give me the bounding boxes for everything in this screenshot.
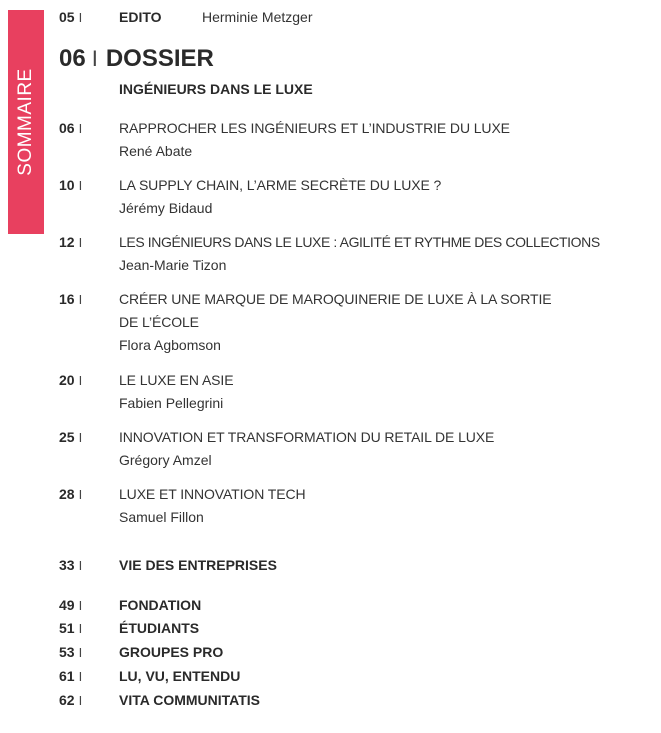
article-page-number: 28 I bbox=[59, 486, 83, 502]
article-page-number: 20 I bbox=[59, 372, 83, 388]
article-page-number: 06 I bbox=[59, 120, 83, 136]
edito-label: EDITO bbox=[119, 9, 162, 25]
section-vie-des-entreprises[interactable]: VIE DES ENTREPRISES bbox=[119, 557, 277, 573]
section-page-number: 51 I bbox=[59, 620, 83, 636]
article-author: René Abate bbox=[119, 143, 193, 159]
section-groupes-pro[interactable]: GROUPES PRO bbox=[119, 644, 224, 660]
section-page-number: 33 I bbox=[59, 557, 83, 573]
article-title-continued[interactable]: DE L’ÉCOLE bbox=[119, 314, 199, 330]
section-page-number: 53 I bbox=[59, 644, 83, 660]
article-title[interactable]: LUXE ET INNOVATION TECH bbox=[119, 486, 306, 502]
dossier-page: 06 bbox=[59, 45, 86, 72]
edito-author: Herminie Metzger bbox=[202, 9, 313, 25]
article-page-number: 25 I bbox=[59, 429, 83, 445]
article-title[interactable]: LA SUPPLY CHAIN, L’ARME SECRÈTE DU LUXE ? bbox=[119, 177, 442, 193]
article-title[interactable]: RAPPROCHER LES INGÉNIEURS ET L’INDUSTRIE DU LUXE bbox=[119, 120, 510, 136]
article-author: Fabien Pellegrini bbox=[119, 395, 224, 411]
article-author: Samuel Fillon bbox=[119, 509, 204, 525]
dossier-heading[interactable] bbox=[59, 45, 214, 73]
section-page-number: 61 I bbox=[59, 668, 83, 684]
section-etudiants[interactable]: ÉTUDIANTS bbox=[119, 620, 200, 636]
article-author: Grégory Amzel bbox=[119, 452, 212, 468]
article-title[interactable]: LE LUXE EN ASIE bbox=[119, 372, 234, 388]
edito-page: 05 bbox=[59, 9, 75, 25]
section-page-number: 62 I bbox=[59, 692, 83, 708]
article-title[interactable]: CRÉER UNE MARQUE DE MAROQUINERIE DE LUXE À LA SORTIE bbox=[119, 291, 552, 307]
edito-row[interactable] bbox=[59, 9, 82, 27]
sommaire-tab bbox=[8, 10, 44, 234]
section-page-number: 49 I bbox=[59, 597, 83, 613]
article-author: Flora Agbomson bbox=[119, 337, 221, 353]
article-title[interactable]: INNOVATION ET TRANSFORMATION DU RETAIL DE LUXE bbox=[119, 429, 495, 445]
sommaire-label: SOMMAIRE bbox=[15, 68, 36, 176]
section-fondation[interactable]: FONDATION bbox=[119, 597, 202, 613]
section-lu-vu-entendu[interactable]: LU, VU, ENTENDU bbox=[119, 668, 241, 684]
edito-sep: I bbox=[78, 10, 83, 25]
article-page-number: 10 I bbox=[59, 177, 83, 193]
article-author: Jean-Marie Tizon bbox=[119, 257, 227, 273]
dossier-sep: I bbox=[91, 46, 98, 71]
article-title[interactable]: LES INGÉNIEURS DANS LE LUXE : AGILITÉ ET RYTHME DES COLLECTIONS bbox=[119, 234, 600, 250]
article-page-number: 12 I bbox=[59, 234, 83, 250]
article-author: Jérémy Bidaud bbox=[119, 200, 213, 216]
article-page-number: 16 I bbox=[59, 291, 83, 307]
dossier-subtitle: INGÉNIEURS DANS LE LUXE bbox=[119, 81, 313, 97]
section-vita-communitatis[interactable]: VITA COMMUNITATIS bbox=[119, 692, 261, 708]
dossier-label: DOSSIER bbox=[105, 45, 214, 72]
